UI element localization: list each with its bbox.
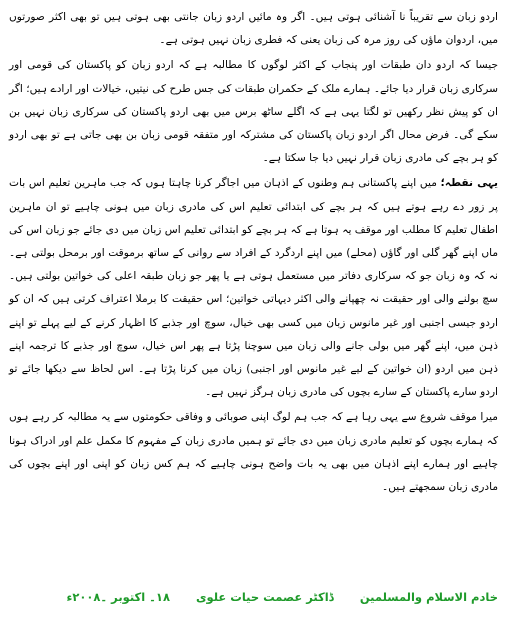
signature-date: ۱۸۔ اکتوبر ۔۲۰۰۸ء: [66, 590, 170, 604]
paragraph-text: میں اپنے پاکستانی ہم وطنوں کے اذہان میں اجاگر کرنا چاہتا ہوں کہ جب ماہرین تعلیم اس بات پر زور دے رہے ہوتے ہیں کہ ہر بچے کی ابتدائی تعلیم اس کی مادری زبان میں ہونی چاہیے تو ان ماہرین اطفال تعلیم کا مطلب اور موقف یہ ہوتا ہے کہ ہر بچے کو ابتدائی تعلیم اس زبان میں دی جائے جو زبان اس کی ماں اپنے گھر گلی اور گاؤں (محلے) میں اپنے اردگرد کے افراد سے روانی کے ساتھ برموقت اور برمحل بولتی ہے۔ نہ کہ وہ زبان جو کہ سرکاری دفاتر میں مستعمل ہوتی ہے یا پھر جو زبان طبقہ اعلی کی خواتین بولتی ہیں۔ سچ بولنے والی اور حقیقت نہ چھپانے والی اکثر دیہاتی خواتین؛ اس حقیقت کا برملا اعتراف کرتی ہیں کہ ان کو اردو جیسی اجنبی اور غیر مانوس زبان میں کسی بھی خیال، سوچ اور جذبے کا اظہار کرنے کے لیے پہلے تو اپنے ذہن میں، اپنے گھر میں بولی جانے والی زبان میں سوچنا پڑتا ہے پھر اس خیال، سوچ اور جذبے کا ترجمہ اپنے ذہن میں اردو (ان خواتین کے لیے غیر مانوس اور اجنبی) زبان میں کرنا پڑتا ہے۔ اس لحاظ سے دیکھا جائے تو اردو سارے پاکستان کے سارے بچوں کی مادری زبان ہرگز نہیں ہے۔: [9, 177, 498, 399]
signature-author: خادم الاسلام والمسلمین: [359, 590, 498, 604]
paragraph-lead: یہی نقطہ؛: [440, 177, 498, 190]
paragraph-intro: [9, 6, 498, 52]
paragraph-conclusion: [9, 406, 498, 499]
paragraph-text: جیسا کہ اردو دان طبقات اور پنجاب کے اکثر لوگوں کا مطالبہ ہے کہ اردو زبان کو پاکستان کی قومی اور سرکاری زبان قرار دیا جائے۔ ہمارے ملک کے حکمران طبقات کی جس طرح کی نیتیں، خیالات اور ارادے ہیں؛ اگر ان کو پیش نظر رکھیں تو لگتا یہی ہے کہ اگلے ساٹھ برس میں بھی اردو پاکستان کی سرکاری زبان نہیں بن سکے گی۔ فرض محال اگر اردو زبان پاکستان کی مشترکہ اور متفقہ قومی زبان بن بھی جاتی ہے تو بھی اردو کو ہر بچے کی مادری زبان قرار نہیں دیا جا سکتا ہے۔: [9, 59, 498, 165]
signature-line: [9, 590, 498, 604]
signature-name: ڈاکٹر عصمت حیات علوی: [195, 590, 334, 604]
paragraph-official-language: [9, 54, 498, 170]
paragraph-text: میرا موقف شروع سے یہی رہا ہے کہ جب ہم لوگ اپنی صوبائی و وفاقی حکومتوں سے یہ مطالبہ کر رہے ہوں کہ ہمارے بچوں کو تعلیم مادری زبان میں دی جائے تو ہمیں مادری زبان کے مفہوم کا مکمل علم اور ادراک ہونا چاہیے اور ہمارے اپنے اذہان میں بھی یہ بات واضح ہونی چاہیے کہ ہم کس زبان کو اپنی اور اپنے بچوں کی مادری زبان سمجھتے ہیں۔: [9, 411, 498, 494]
paragraph-text: اردو زبان سے تقریباً نا آشنائی ہوتی ہیں۔ اگر وہ مائیں اردو زبان جانتی بھی ہوتی ہیں تو بھی اکثر صورتوں میں، اردوان ماؤں کی روز مرہ کی زبان یعنی کہ فطری زبان نہیں ہوتی ہے۔: [9, 11, 498, 47]
paragraph-main-point: [9, 172, 498, 404]
